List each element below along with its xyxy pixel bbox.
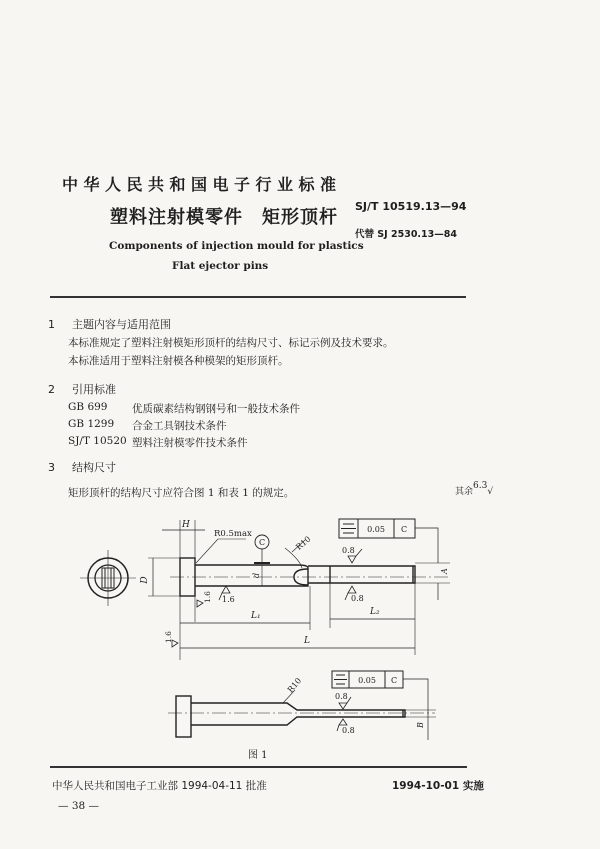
section-1-paragraph: 本标准适用于塑料注射模各种模架的矩形顶杆。 — [68, 355, 289, 367]
section-3-paragraph: 矩形顶杆的结构尺寸应符合图 1 和表 1 的规定。 — [68, 487, 295, 499]
tolerance-value: 0.05 — [358, 676, 376, 685]
reference-code: GB 1299 — [68, 418, 115, 430]
roughness-label: 1.6 — [203, 591, 212, 603]
roughness-label: 0.8 — [335, 692, 348, 701]
dim-D-label: D — [140, 576, 150, 584]
dim-L-label: L — [304, 636, 310, 646]
tolerance-value: 0.05 — [367, 525, 385, 534]
standard-number: SJ/T 10519.13—94 — [355, 200, 467, 213]
roughness-label: 1.6 — [222, 595, 235, 604]
roughness-label: 0.8 — [351, 594, 364, 603]
standard-category: 中华人民共和国电子行业标准 — [62, 175, 342, 194]
figure-caption: 图 1 — [248, 750, 268, 760]
reference-code: SJ/T 10520 — [68, 435, 127, 447]
section-1-paragraph: 本标准规定了塑料注射模矩形顶杆的结构尺寸、标记示例及技术要求。 — [68, 337, 394, 349]
section-1-heading: 1 主题内容与适用范围 — [48, 318, 171, 331]
figure-1-drawing — [0, 500, 600, 760]
fillet-radius-label: R0.5max — [214, 529, 252, 539]
dim-A-label: A — [440, 568, 449, 574]
approval-info: 中华人民共和国电子工业部 1994-04-11 批准 — [52, 780, 267, 792]
section-3-heading: 3 结构尺寸 — [48, 461, 116, 474]
effective-date: 1994-10-01 实施 — [392, 780, 484, 792]
surface-roughness-note: 其余6.3√ — [455, 481, 494, 497]
section-2-heading: 2 引用标准 — [48, 383, 116, 396]
symmetry-icon — [341, 524, 356, 533]
symmetry-icon — [334, 675, 347, 684]
replaces-standard: 代替 SJ 2530.13—84 — [355, 229, 457, 240]
r10-label: R10 — [285, 676, 304, 695]
page-number: — 38 — — [58, 800, 100, 812]
english-title-line2: Flat ejector pins — [172, 260, 269, 272]
roughness-check-icon: √ — [487, 487, 494, 497]
dim-B-label: B — [416, 722, 425, 728]
r10-label: R10 — [294, 534, 313, 552]
datum-C-label: C — [258, 538, 266, 547]
dim-L1-label: L₁ — [251, 611, 261, 621]
english-title-line1: Components of injection mould for plastics — [109, 240, 364, 252]
reference-code: GB 699 — [68, 401, 108, 413]
tolerance-datum: C — [390, 676, 398, 685]
dim-H-label: H — [182, 520, 190, 530]
document-title: 塑料注射模零件 矩形顶杆 — [110, 207, 338, 228]
roughness-label: 0.8 — [342, 726, 355, 735]
roughness-label: 0.8 — [342, 546, 355, 555]
footer-divider — [50, 766, 467, 768]
tolerance-datum: C — [400, 525, 408, 534]
roughness-label: 1.6 — [164, 631, 173, 643]
end-view — [80, 550, 136, 606]
dim-d-label: d — [252, 572, 261, 578]
header-divider — [50, 296, 466, 298]
reference-title: 塑料注射模零件技术条件 — [132, 437, 248, 449]
pin-top-view — [176, 696, 405, 737]
reference-title: 优质碳素结构钢钢号和一般技术条件 — [132, 403, 300, 415]
reference-title: 合金工具钢技术条件 — [132, 420, 227, 432]
dim-L2-label: L₂ — [370, 607, 380, 617]
